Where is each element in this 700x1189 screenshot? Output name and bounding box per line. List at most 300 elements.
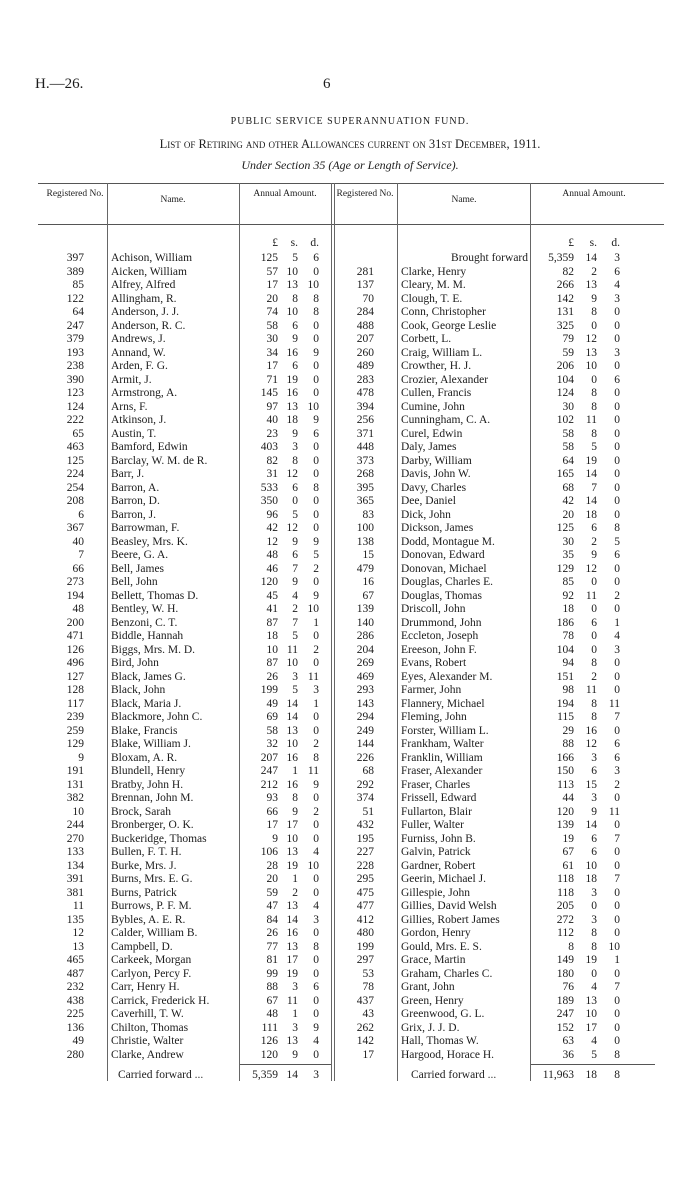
entry-name: Crozier, Alexander: [401, 373, 489, 386]
brought-forward-pounds: 5,359: [548, 252, 574, 264]
amount-pounds: 125: [260, 252, 278, 264]
amount-pounds: 20: [266, 873, 278, 885]
amount-pounds: 139: [556, 819, 574, 831]
amount-pence: 0: [313, 711, 319, 723]
amount-pence: 2: [313, 643, 319, 656]
amount-shillings: 9: [292, 535, 298, 548]
document-reference: H.—26.: [35, 76, 84, 92]
amount-shillings: 14: [286, 711, 298, 723]
amount-shillings: 14: [286, 697, 298, 710]
amount-pounds: 99: [266, 967, 278, 980]
amount-pence: 0: [614, 994, 620, 1007]
entry-name: Dee, Daniel: [401, 495, 456, 507]
amount-shillings: 10: [286, 832, 298, 845]
amount-pence: 4: [614, 279, 620, 291]
entry-name: Cumine, John: [401, 400, 465, 413]
entry-name: Black, John: [111, 684, 166, 696]
reg-number: 475: [356, 886, 374, 899]
amount-pounds: 57: [266, 265, 278, 278]
entry-name: Burke, Mrs. J.: [111, 859, 177, 872]
reg-number: 128: [66, 684, 84, 696]
amount-shillings: 6: [292, 319, 298, 332]
reg-number: 280: [66, 1048, 84, 1061]
amount-pounds: 34: [266, 346, 278, 359]
amount-pence: 4: [313, 1035, 319, 1047]
entry-name: Bybles, A. E. R.: [111, 913, 186, 926]
amount-shillings: 18: [585, 873, 597, 885]
entry-name: Grix, J. J. D.: [401, 1021, 460, 1034]
amount-pence: 0: [313, 724, 319, 737]
entry-name: Barclay, W. M. de R.: [111, 454, 208, 467]
entry-name: Galvin, Patrick: [401, 846, 471, 858]
entry-name: Gillespie, John: [401, 886, 470, 899]
amount-pounds: 205: [556, 900, 574, 912]
amount-pounds: 12: [266, 535, 278, 548]
amount-pence: 0: [614, 603, 620, 615]
reg-number: 238: [66, 360, 84, 372]
amount-pence: 0: [313, 873, 319, 885]
amount-pence: 0: [614, 967, 620, 980]
amount-pounds: 41: [266, 603, 278, 615]
reg-number: 12: [72, 927, 84, 939]
entry-name: Grant, John: [401, 981, 455, 993]
amount-pounds: 58: [266, 724, 278, 737]
reg-number: 448: [356, 441, 374, 453]
entry-name: Burrows, P. F. M.: [111, 900, 192, 912]
amount-pounds: 26: [266, 927, 278, 939]
amount-pence: 0: [614, 360, 620, 372]
amount-shillings: 14: [585, 819, 597, 831]
reg-number: 479: [356, 562, 374, 575]
reg-number: 65: [72, 427, 84, 440]
amount-pounds: 186: [556, 616, 574, 629]
amount-pounds: 272: [556, 913, 574, 926]
amount-shillings: 8: [591, 711, 597, 723]
amount-pounds: 96: [266, 508, 278, 521]
amount-pounds: 82: [266, 454, 278, 467]
entry-name: Aicken, William: [111, 265, 187, 278]
unit-shilling: s.: [290, 237, 298, 249]
reg-number: 64: [72, 306, 84, 318]
amount-shillings: 9: [591, 805, 597, 818]
amount-pounds: 35: [562, 549, 574, 561]
reg-number: 68: [362, 765, 374, 777]
amount-shillings: 18: [286, 414, 298, 426]
entry-name: Hall, Thomas W.: [401, 1035, 479, 1047]
left-carried-forward-label: Carried forward ...: [118, 1069, 204, 1081]
amount-pence: 1: [614, 616, 620, 629]
amount-pence: 0: [614, 1008, 620, 1020]
reg-number: 374: [356, 792, 374, 804]
entry-name: Dickson, James: [401, 522, 474, 534]
amount-shillings: 19: [286, 859, 298, 872]
reg-number: 144: [356, 738, 374, 750]
amount-pounds: 64: [562, 454, 574, 467]
reg-number: 488: [356, 319, 374, 332]
amount-pounds: 189: [556, 994, 574, 1007]
amount-pounds: 58: [562, 441, 574, 453]
amount-pounds: 84: [266, 913, 278, 926]
amount-pounds: 28: [266, 859, 278, 872]
entry-name: Greenwood, G. L.: [401, 1008, 485, 1020]
amount-shillings: 2: [591, 265, 597, 278]
reg-number: 295: [356, 873, 374, 885]
entry-name: Clough, T. E.: [401, 292, 463, 305]
reg-number: 297: [356, 954, 374, 966]
entry-name: Darby, William: [401, 454, 472, 467]
amount-shillings: 8: [292, 454, 298, 467]
section-title: Under Section 35 (Age or Length of Service).: [241, 158, 459, 172]
amount-pence: 11: [608, 805, 620, 818]
amount-pounds: 9: [272, 832, 278, 845]
reg-number: 129: [66, 738, 84, 750]
entry-name: Gillies, Robert James: [401, 913, 500, 926]
entry-name: Eccleton, Joseph: [401, 630, 479, 642]
entry-name: Graham, Charles C.: [401, 967, 493, 980]
amount-pounds: 87: [266, 616, 278, 629]
entry-name: Douglas, Thomas: [401, 589, 482, 602]
reg-number: 83: [362, 508, 374, 521]
amount-shillings: 3: [292, 441, 298, 453]
amount-pence: 10: [307, 859, 319, 872]
amount-pence: 10: [307, 279, 319, 291]
right-carried-label: Carried forward: [411, 1069, 485, 1081]
reg-number: 10: [72, 805, 84, 818]
entry-name: Gillies, David Welsh: [401, 900, 497, 912]
entry-name: Chilton, Thomas: [111, 1021, 189, 1034]
entry-name: Douglas, Charles E.: [401, 576, 493, 588]
reg-number: 66: [72, 562, 84, 575]
amount-shillings: 2: [591, 670, 597, 683]
amount-shillings: 0: [591, 576, 597, 588]
entry-name: Drummond, John: [401, 616, 482, 629]
amount-shillings: 18: [585, 508, 597, 521]
entry-name: Gordon, Henry: [401, 927, 471, 939]
amount-shillings: 3: [292, 981, 298, 993]
amount-pence: 0: [313, 927, 319, 939]
amount-pounds: 76: [562, 981, 574, 993]
amount-pence: 0: [313, 495, 319, 507]
amount-pounds: 165: [556, 468, 574, 480]
entry-name: Buckeridge, Thomas: [111, 832, 207, 845]
amount-pence: 0: [313, 522, 319, 534]
amount-shillings: 4: [292, 589, 298, 602]
amount-pounds: 30: [266, 333, 278, 345]
reg-number: 13: [72, 940, 84, 953]
entry-name: Armit, J.: [111, 373, 152, 386]
entry-name: Campbell, D.: [111, 940, 173, 953]
amount-pounds: 113: [557, 778, 574, 791]
entry-name: Anderson, R. C.: [111, 319, 186, 332]
amount-shillings: 1: [292, 765, 298, 777]
entry-name: Arden, F. G.: [111, 360, 168, 372]
reg-number: 395: [356, 481, 374, 494]
entry-name: Carkeek, Morgan: [111, 954, 192, 966]
amount-pence: 6: [614, 751, 620, 764]
amount-shillings: 13: [585, 346, 597, 359]
reg-number: 477: [356, 900, 374, 912]
entry-name: Bell, John: [111, 576, 158, 588]
reg-number: 367: [66, 522, 84, 534]
amount-pounds: 17: [266, 819, 278, 831]
reg-number: 373: [356, 454, 374, 467]
entry-name: Allingham, R.: [111, 292, 177, 305]
amount-pence: 0: [313, 657, 319, 669]
amount-pounds: 20: [266, 292, 278, 305]
units-row-right: [0, 236, 700, 251]
table-top-rule: [38, 183, 664, 184]
amount-shillings: 6: [591, 616, 597, 629]
amount-pence: 7: [614, 832, 620, 845]
amount-shillings: 13: [286, 724, 298, 737]
right-total-rule: [531, 1064, 655, 1065]
amount-pounds: 247: [260, 765, 278, 777]
amount-shillings: 12: [585, 562, 597, 575]
amount-pounds: 194: [556, 697, 574, 710]
amount-pence: 0: [614, 508, 620, 521]
amount-pounds: 40: [266, 414, 278, 426]
amount-shillings: 13: [585, 279, 597, 291]
amount-shillings: 13: [286, 940, 298, 953]
amount-pounds: 115: [557, 711, 574, 723]
left-carried-pounds: 5,359: [252, 1069, 278, 1081]
entry-name: Fraser, Alexander: [401, 765, 483, 777]
reg-number: 228: [356, 859, 374, 872]
amount-pounds: 66: [266, 805, 278, 818]
entry-name: Black, James G.: [111, 670, 186, 683]
amount-pence: 4: [313, 846, 319, 858]
entry-name: Calder, William B.: [111, 927, 198, 939]
amount-shillings: 19: [585, 454, 597, 467]
entry-name: Daly, James: [401, 441, 457, 453]
amount-shillings: 13: [286, 400, 298, 413]
reg-number: 125: [66, 454, 84, 467]
amount-shillings: 11: [585, 414, 597, 426]
reg-number: 15: [362, 549, 374, 561]
reg-number: 262: [356, 1021, 374, 1034]
entry-name: Bamford, Edwin: [111, 441, 188, 453]
reg-number: 438: [66, 994, 84, 1007]
reg-number: 432: [356, 819, 374, 831]
reg-number: 222: [66, 414, 84, 426]
entry-name: Blackmore, John C.: [111, 711, 203, 723]
amount-shillings: 11: [585, 589, 597, 602]
amount-pounds: 126: [260, 1035, 278, 1047]
amount-pounds: 92: [562, 589, 574, 602]
amount-shillings: 13: [286, 900, 298, 912]
amount-pence: 1: [614, 954, 620, 966]
right-amount-header: Annual Amount.: [562, 189, 626, 199]
amount-shillings: 2: [292, 603, 298, 615]
reg-number: 269: [356, 657, 374, 669]
amount-shillings: 17: [585, 1021, 597, 1034]
reg-number: 390: [66, 373, 84, 386]
reg-number: 249: [356, 724, 374, 737]
reg-number: 134: [66, 859, 84, 872]
amount-pence: 9: [313, 1021, 319, 1034]
reg-number: 487: [66, 967, 84, 980]
amount-pence: 0: [614, 670, 620, 683]
amount-shillings: 8: [591, 306, 597, 318]
amount-shillings: 9: [292, 1048, 298, 1061]
reg-number: 208: [66, 495, 84, 507]
amount-pence: 0: [614, 913, 620, 926]
amount-pence: 0: [313, 576, 319, 588]
amount-pence: 0: [313, 333, 319, 345]
entry-name: Beasley, Mrs. K.: [111, 535, 188, 548]
amount-pence: 8: [313, 306, 319, 318]
amount-shillings: 19: [286, 967, 298, 980]
amount-pounds: 325: [556, 319, 574, 332]
amount-pounds: 88: [266, 981, 278, 993]
reg-number: 480: [356, 927, 374, 939]
amount-shillings: 8: [591, 657, 597, 669]
reg-number: 293: [356, 684, 374, 696]
entry-name: Bronberger, O. K.: [111, 819, 194, 831]
amount-pounds: 42: [562, 495, 574, 507]
reg-number: 281: [356, 265, 374, 278]
amount-pounds: 59: [562, 346, 574, 359]
entry-name: Bentley, W. H.: [111, 603, 179, 615]
entry-name: Conn, Christopher: [401, 306, 486, 318]
entry-name: Donovan, Edward: [401, 549, 485, 561]
entry-name: Eyes, Alexander M.: [401, 670, 493, 683]
reg-number: 9: [78, 751, 84, 764]
amount-pence: 3: [313, 913, 319, 926]
right-carried-pounds: 11,963: [542, 1069, 574, 1081]
amount-pounds: 74: [266, 306, 278, 318]
brought-forward-shillings: 14: [585, 252, 597, 264]
amount-pounds: 350: [260, 495, 278, 507]
reg-number: 16: [362, 576, 374, 588]
entry-name: Forster, William L.: [401, 724, 489, 737]
reg-number: 478: [356, 387, 374, 399]
amount-shillings: 17: [286, 954, 298, 966]
reg-number: 137: [356, 279, 374, 291]
entry-name: Biggs, Mrs. M. D.: [111, 643, 196, 656]
list-title: List of Retiring and other Allowances current on 31st December, 1911.: [159, 137, 541, 151]
entry-name: Cleary, M. M.: [401, 279, 466, 291]
amount-shillings: 0: [591, 373, 597, 386]
reg-number: 225: [66, 1008, 84, 1020]
amount-pence: 2: [614, 589, 620, 602]
amount-pence: 0: [614, 427, 620, 440]
amount-shillings: 6: [292, 549, 298, 561]
amount-pence: 3: [614, 292, 620, 305]
amount-pence: 1: [313, 616, 319, 629]
amount-pounds: 67: [562, 846, 574, 858]
entry-name: Fullarton, Blair: [401, 805, 472, 818]
amount-pence: 7: [614, 711, 620, 723]
reg-number: 227: [356, 846, 374, 858]
amount-pounds: 129: [556, 562, 574, 575]
amount-shillings: 8: [591, 400, 597, 413]
amount-pounds: 118: [557, 886, 574, 899]
left-reg-header: Registered No.: [46, 189, 104, 199]
reg-number: 78: [362, 981, 374, 993]
reg-number: 138: [356, 535, 374, 548]
left-carried-pence: 3: [313, 1069, 319, 1081]
amount-shillings: 13: [286, 846, 298, 858]
amount-shillings: 13: [286, 1035, 298, 1047]
amount-pence: 9: [313, 346, 319, 359]
reg-number: 17: [362, 1048, 374, 1061]
amount-shillings: 19: [286, 373, 298, 386]
amount-shillings: 4: [591, 1035, 597, 1047]
amount-pence: 0: [313, 819, 319, 831]
reg-number: 247: [66, 319, 84, 332]
amount-pence: 0: [614, 333, 620, 345]
reg-number: 463: [66, 441, 84, 453]
amount-pounds: 199: [260, 684, 278, 696]
amount-shillings: 10: [286, 306, 298, 318]
reg-number: 471: [66, 630, 84, 642]
reg-number: 135: [66, 913, 84, 926]
amount-shillings: 7: [292, 616, 298, 629]
reg-number: 48: [72, 603, 84, 615]
amount-pounds: 131: [556, 306, 574, 318]
reg-number: 123: [66, 387, 84, 399]
entry-name: Barron, A.: [111, 481, 160, 494]
amount-pence: 0: [614, 1021, 620, 1034]
entry-name: Black, Maria J.: [111, 697, 182, 710]
amount-pence: 0: [313, 792, 319, 804]
amount-pence: 0: [313, 832, 319, 845]
amount-pounds: 78: [562, 630, 574, 642]
amount-pence: 0: [313, 360, 319, 372]
amount-shillings: 0: [591, 603, 597, 615]
amount-pounds: 18: [266, 630, 278, 642]
amount-pence: 0: [313, 886, 319, 899]
entry-name: Austin, T.: [111, 427, 157, 440]
amount-pounds: 97: [266, 400, 278, 413]
amount-pence: 2: [614, 778, 620, 791]
amount-shillings: 5: [292, 508, 298, 521]
amount-pence: 8: [614, 1048, 620, 1061]
entry-name: Geerin, Michael J.: [401, 873, 486, 885]
amount-shillings: 6: [591, 522, 597, 534]
amount-shillings: 1: [292, 873, 298, 885]
amount-pence: 9: [313, 589, 319, 602]
amount-pence: 0: [614, 414, 620, 426]
amount-pence: 11: [608, 697, 620, 710]
amount-pence: 0: [313, 630, 319, 642]
amount-pounds: 20: [562, 508, 574, 521]
amount-shillings: 16: [585, 724, 597, 737]
amount-pounds: 266: [556, 279, 574, 291]
reg-number: 7: [78, 549, 84, 561]
amount-pence: 6: [614, 549, 620, 561]
amount-pence: 11: [307, 765, 319, 777]
amount-pounds: 44: [562, 792, 574, 804]
entry-name: Blundell, Henry: [111, 765, 186, 777]
amount-shillings: 12: [585, 738, 597, 750]
reg-number: 371: [356, 427, 374, 440]
amount-shillings: 5: [292, 252, 298, 264]
reg-number: 117: [67, 697, 84, 710]
reg-number: 136: [66, 1021, 84, 1034]
entry-name: Green, Henry: [401, 994, 464, 1007]
fund-title: PUBLIC SERVICE SUPERANNUATION FUND.: [230, 116, 470, 127]
entry-name: Furniss, John B.: [401, 832, 476, 845]
left-amount-header: Annual Amount.: [253, 189, 317, 199]
amount-shillings: 14: [585, 495, 597, 507]
amount-shillings: 8: [591, 927, 597, 939]
reg-number: 437: [356, 994, 374, 1007]
amount-shillings: 11: [585, 684, 597, 696]
reg-number: 465: [66, 954, 84, 966]
entry-name: Armstrong, A.: [111, 387, 178, 399]
